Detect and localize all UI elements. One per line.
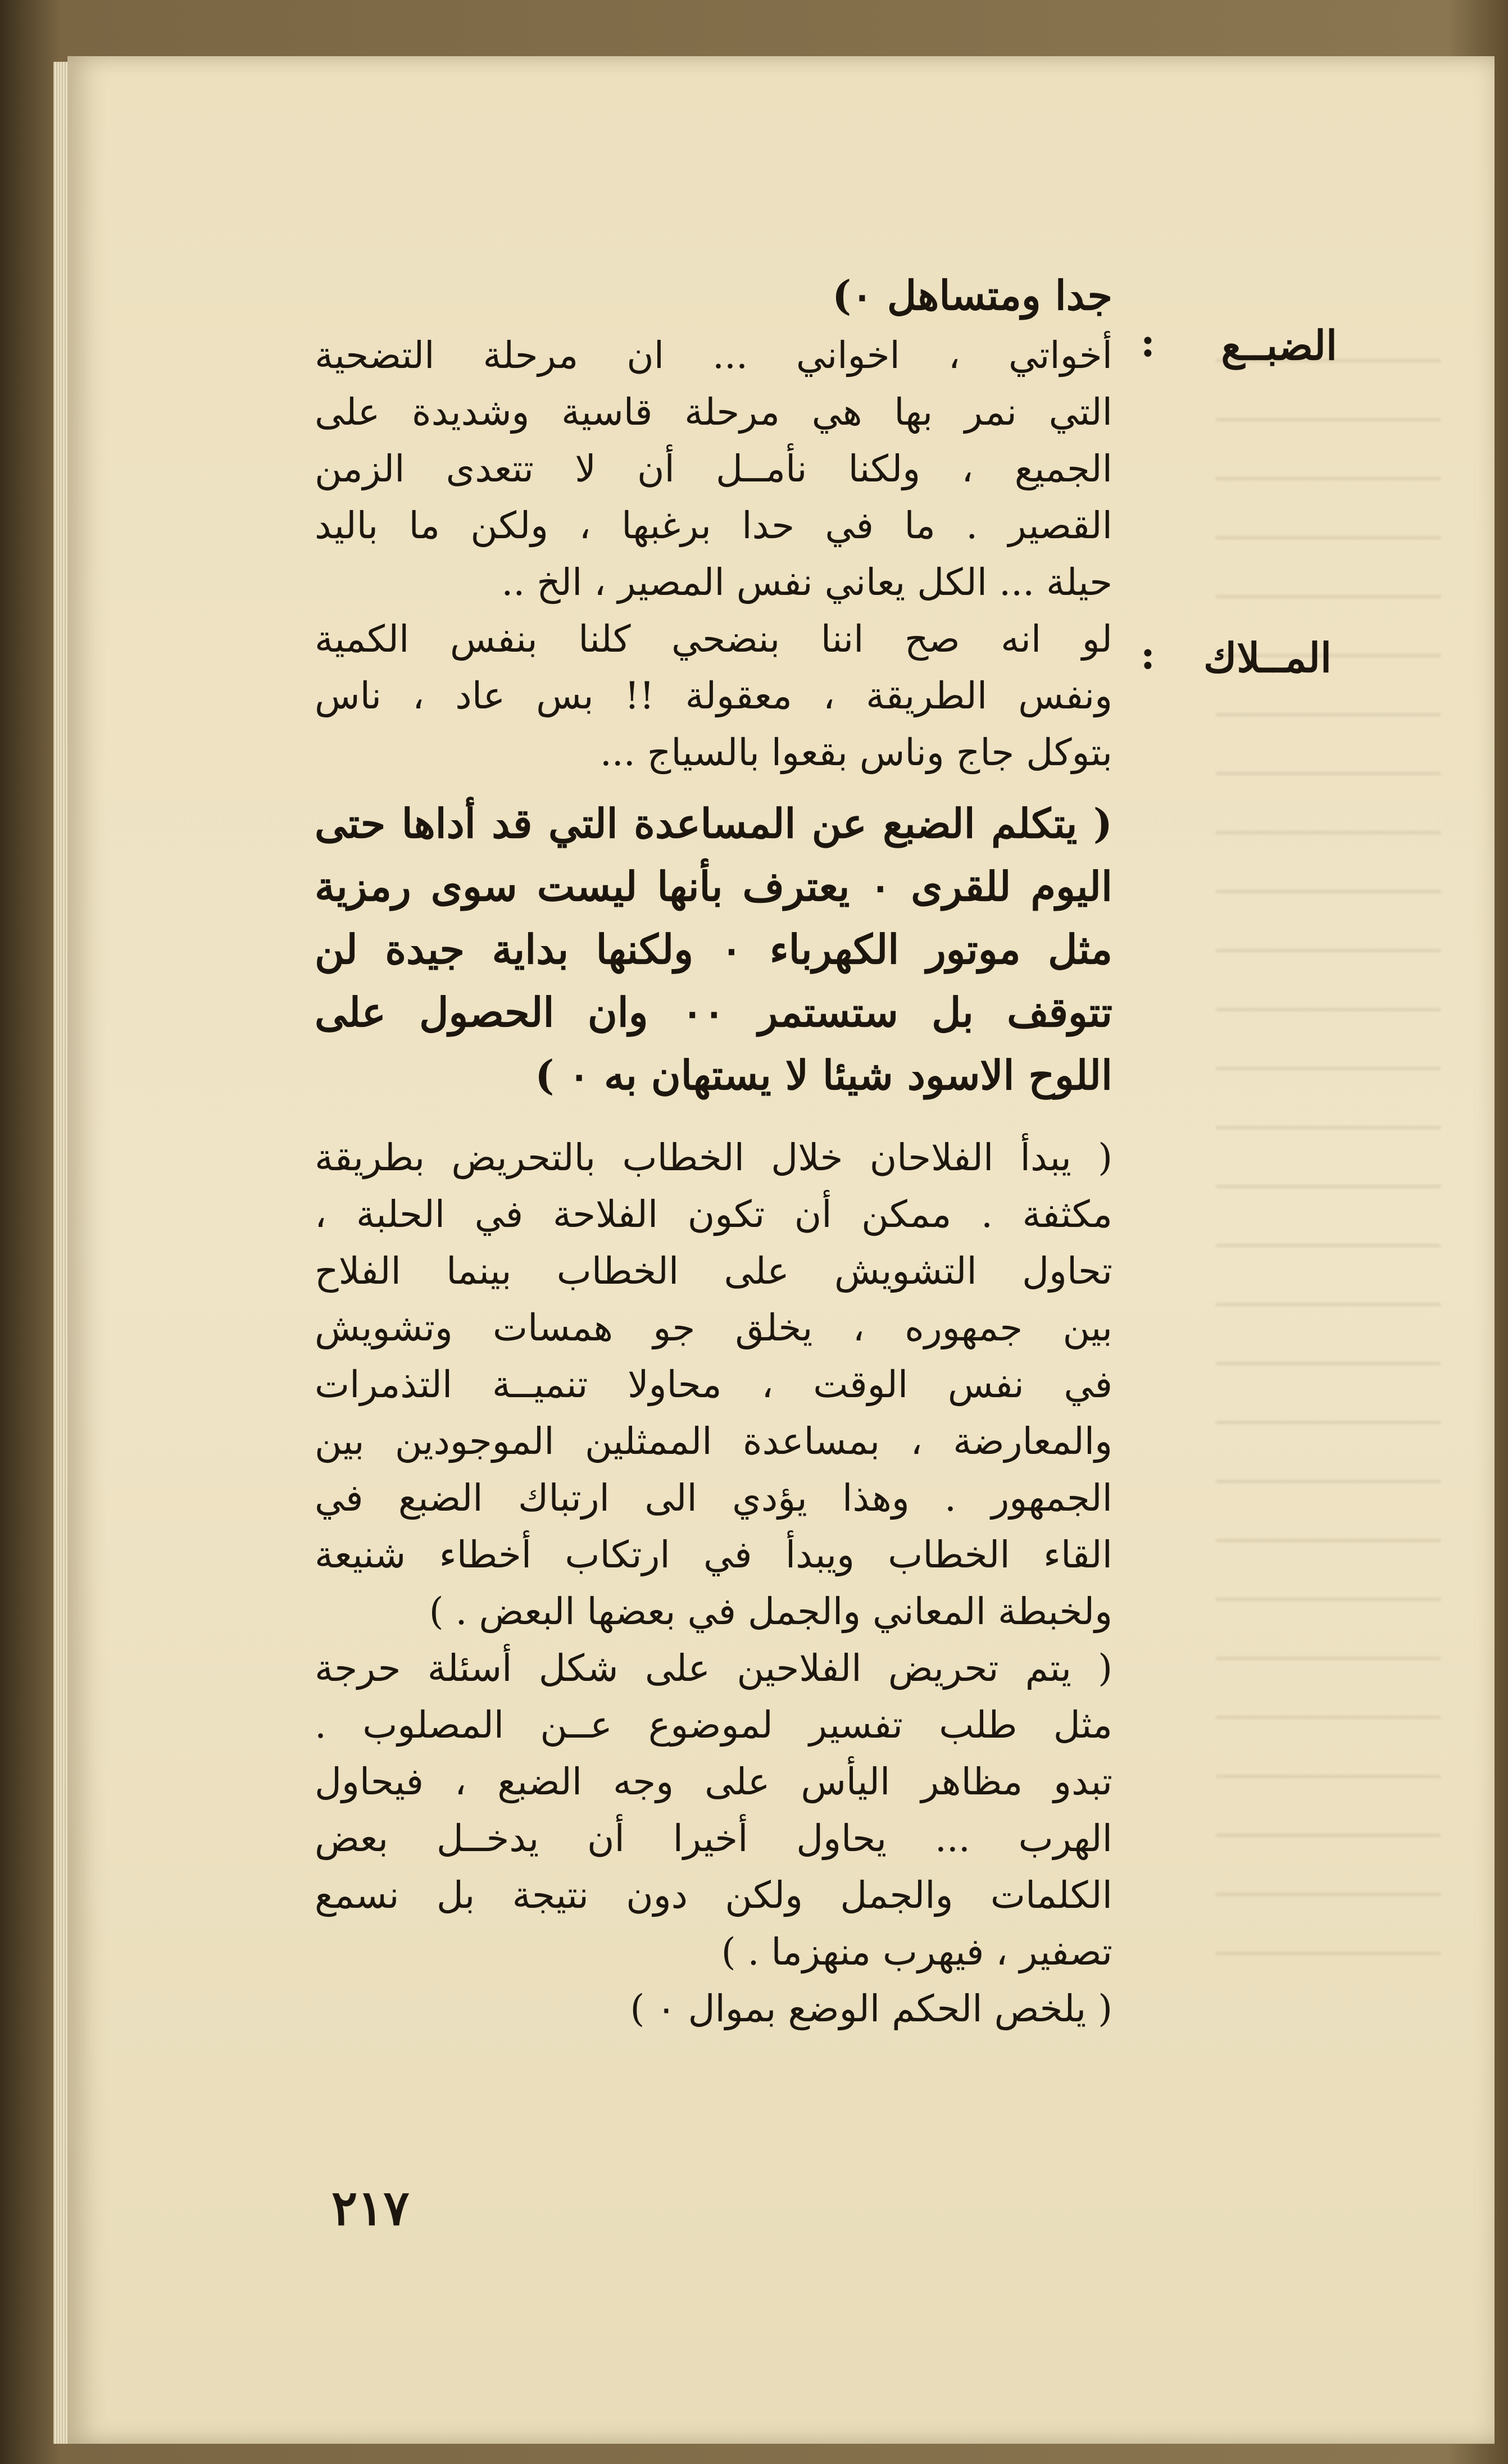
page-number: ٢١٧ bbox=[331, 2180, 410, 2236]
direction2-line-1: ( يتم تحريض الفلاحين على شكل أسئلة حرجة bbox=[315, 1647, 1112, 1690]
bold-direction-line-3: مثل موتور الكهرباء ٠ ولكنها بداية جيدة لن bbox=[315, 925, 1112, 973]
malak-line-1: لو انه صح اننا بنضحي كلنا بنفس الكمية bbox=[315, 617, 1112, 661]
direction1-line-2: مكثفة . ممكن أن تكون الفلاحة في الحلبة ، bbox=[315, 1193, 1112, 1236]
direction1-line-5: في نفس الوقت ، محاولا تنميــة التذمرات bbox=[315, 1363, 1112, 1406]
direction1-line-4: بين جمهوره ، يخلق جو همسات وتشويش bbox=[315, 1306, 1112, 1349]
dabaa-line-5: حيلة ... الكل يعاني نفس المصير ، الخ .. bbox=[501, 561, 1112, 604]
direction2-line-2: مثل طلب تفسير لموضوع عــن المصلوب . bbox=[315, 1703, 1112, 1747]
direction1-line-7: الجمهور . وهذا يؤدي الى ارتباك الضبع في bbox=[315, 1476, 1112, 1520]
bold-direction-line-2: اليوم للقرى ٠ يعترف بأنها ليست سوى رمزية bbox=[315, 862, 1112, 910]
direction2-line-3: تبدو مظاهر اليأس على وجه الضبع ، فيحاول bbox=[315, 1760, 1112, 1803]
direction1-line-9: ولخبطة المعاني والجمل في بعضها البعض . ) bbox=[429, 1590, 1112, 1633]
page-text bbox=[315, 264, 1112, 2037]
bold-direction-line-1: ( يتكلم الضبع عن المساعدة التي قد أداها حتى bbox=[315, 799, 1112, 847]
dabaa-line-2: التي نمر بها هي مرحلة قاسية وشديدة على bbox=[315, 390, 1112, 434]
show-through-bleed bbox=[1216, 315, 1441, 2000]
bold-direction-line-4: تتوقف بل ستستمر ٠٠ وان الحصول على bbox=[315, 988, 1112, 1036]
dabaa-line-3: الجميع ، ولكنا نأمــل أن لا تتعدى الزمن bbox=[315, 447, 1112, 490]
direction2-line-6: تصفير ، فيهرب منهزما . ) bbox=[721, 1930, 1112, 1974]
direction1-line-8: القاء الخطاب ويبدأ في ارتكاب أخطاء شنيعة bbox=[315, 1533, 1112, 1576]
direction2-line-5: الكلمات والجمل ولكن دون نتيجة بل نسمع bbox=[315, 1874, 1112, 1917]
direction3-line-1: ( يلخص الحكم الوضع بموال ٠ ) bbox=[630, 1987, 1112, 2030]
direction2-line-4: الهرب ... يحاول أخيرا أن يدخــل بعض bbox=[315, 1817, 1112, 1860]
direction1-line-6: والمعارضة ، بمساعدة الممثلين الموجودين بين bbox=[315, 1420, 1112, 1463]
malak-line-2: ونفس الطريقة ، معقولة !! بس عاد ، ناس bbox=[315, 674, 1112, 717]
dabaa-line-4: القصير . ما في حدا برغبها ، ولكن ما باليد bbox=[315, 504, 1112, 547]
speaker-malak: المــلاك bbox=[1203, 634, 1332, 681]
malak-line-3: بتوكل جاج وناس بقعوا بالسياج ... bbox=[599, 731, 1112, 774]
dabaa-line-1: أخواتي ، اخواني ... ان مرحلة التضحية bbox=[315, 334, 1112, 377]
direction1-line-1: ( يبدأ الفلاحان خلال الخطاب بالتحريض بطريقة bbox=[315, 1136, 1112, 1179]
bold-line: جدا ومتساهل ٠) bbox=[832, 271, 1112, 319]
speaker-dabaa-colon: : bbox=[1141, 319, 1155, 366]
direction1-line-3: تحاول التشويش على الخطاب بينما الفلاح bbox=[315, 1249, 1112, 1293]
bold-direction-line-5: اللوح الاسود شيئا لا يستهان به ٠ ) bbox=[535, 1051, 1112, 1099]
speaker-malak-colon: : bbox=[1141, 631, 1155, 678]
speaker-dabaa: الضبــع bbox=[1221, 321, 1337, 369]
